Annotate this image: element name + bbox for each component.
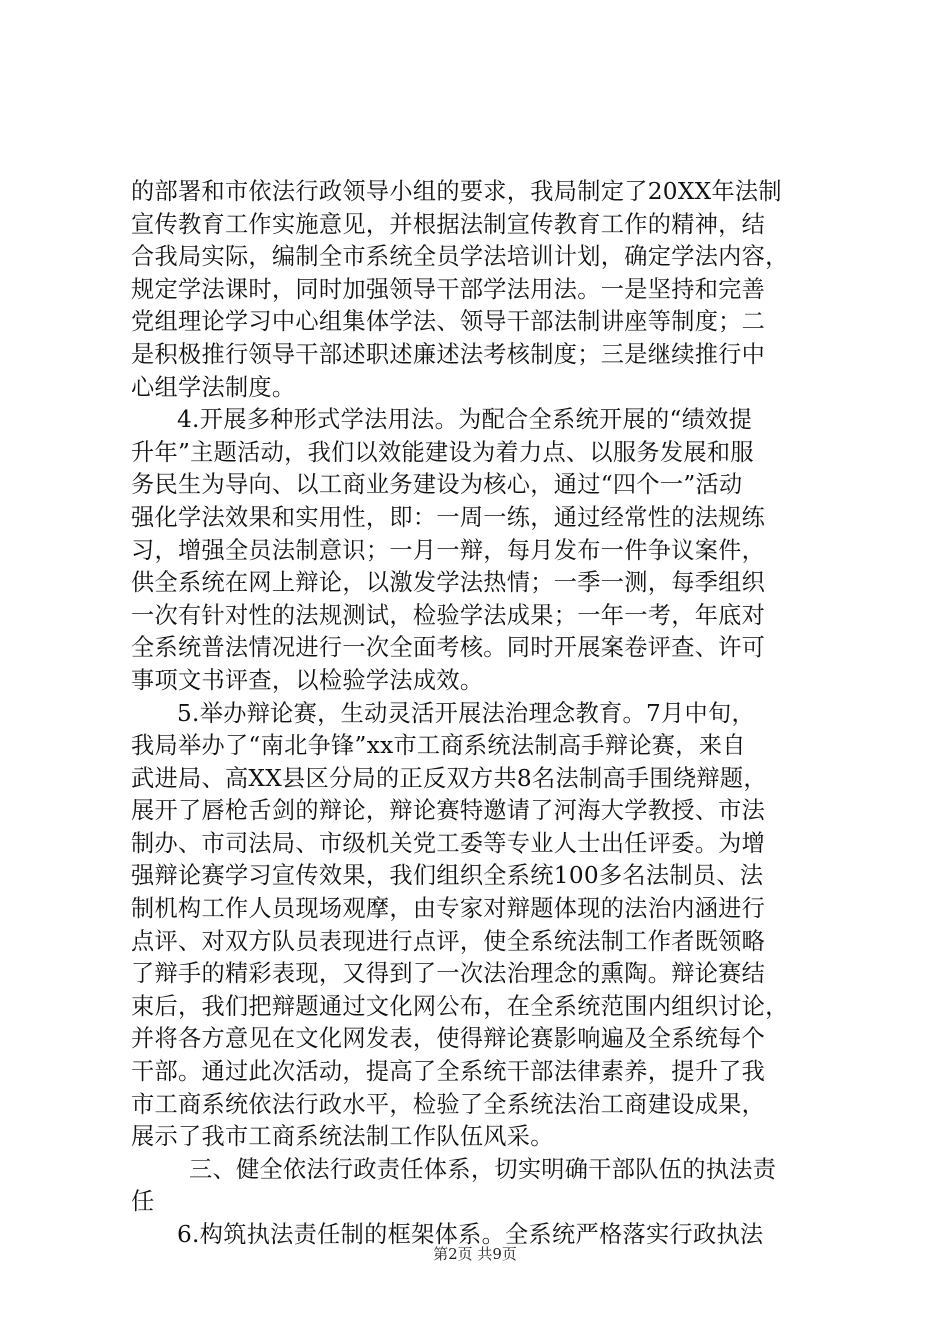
text-line: 强化学法效果和实用性，即：一周一练，通过经常性的法规练 xyxy=(131,503,766,531)
text-line: 宣传教育工作实施意见，并根据法制宣传教育工作的精神，结 xyxy=(131,210,766,238)
text-line: 全系统普法情况进行一次全面考核。同时开展案卷评查、许可 xyxy=(131,634,766,662)
paragraph-start-line: 5.举办辩论赛，生动灵活开展法治理念教育。7月中旬， xyxy=(177,699,755,727)
text-line: 干部。通过此次活动，提高了全系统干部法律素养，提升了我 xyxy=(131,1058,766,1086)
text-line: 了辩手的精彩表现，又得到了一次法治理念的熏陶。辩论赛结 xyxy=(131,960,766,988)
text-line: 制机构工作人员现场观摩，由专家对辩题体现的法治内涵进行 xyxy=(131,895,766,923)
text-line: 强辩论赛学习宣传效果，我们组织全系统100多名法制员、法 xyxy=(131,862,764,890)
text-line: 的部署和市依法行政领导小组的要求，我局制定了20XX年法制 xyxy=(131,178,782,205)
section-heading-line: 任 xyxy=(131,1188,155,1216)
text-line: 市工商系统依法行政水平，检验了全系统法治工商建设成果， xyxy=(131,1090,766,1118)
text-line: 展示了我市工商系统法制工作队伍风采。 xyxy=(131,1123,554,1151)
text-line: 展开了唇枪舌剑的辩论，辩论赛特邀请了河海大学教授、市法 xyxy=(131,797,766,825)
paragraph-start-line: 6.构筑执法责任制的框架体系。全系统严格落实行政执法 xyxy=(177,1221,764,1248)
text-line: 束后，我们把辩题通过文化网公布，在全系统范围内组织讨论， xyxy=(131,992,789,1020)
section-heading-line: 三、健全依法行政责任体系，切实明确干部队伍的执法责 xyxy=(189,1155,777,1183)
text-line: 事项文书评查，以检验学法成效。 xyxy=(131,666,484,694)
text-line: 我局举办了“南北争锋”xx市工商系统法制高手辩论赛，来自 xyxy=(131,732,746,760)
text-line: 一次有针对性的法规测试，检验学法成果；一年一考，年底对 xyxy=(131,601,766,629)
text-line: 党组理论学习中心组集体学法、领导干部法制讲座等制度；二 xyxy=(131,308,766,336)
text-line: 务民生为导向、以工商业务建设为核心，通过“四个一”活动 xyxy=(131,471,743,499)
text-line: 心组学法制度。 xyxy=(131,373,296,401)
text-line: 点评、对双方队员表现进行点评，使全系统法制工作者既领略 xyxy=(131,927,766,955)
text-line: 合我局实际，编制全市系统全员学法培训计划，确定学法内容， xyxy=(131,243,789,271)
text-line: 供全系统在网上辩论，以激发学法热情；一季一测，每季组织 xyxy=(131,569,766,597)
text-line: 并将各方意见在文化网发表，使得辩论赛影响遍及全系统每个 xyxy=(131,1025,766,1053)
text-line: 习，增强全员法制意识；一月一辩，每月发布一件争议案件， xyxy=(131,536,766,564)
document-body xyxy=(131,176,831,1252)
text-line: 规定学法课时，同时加强领导干部学法用法。一是坚持和完善 xyxy=(131,275,766,303)
text-line: 升年”主题活动，我们以效能建设为着力点、以服务发展和服 xyxy=(131,438,754,466)
paragraph-start-line: 4.开展多种形式学法用法。为配合全系统开展的“绩效提 xyxy=(177,406,753,434)
text-line: 是积极推行领导干部述职述廉述法考核制度；三是继续推行中 xyxy=(131,340,766,368)
page-footer: 第2页 共9页 xyxy=(433,1245,517,1263)
text-line: 武进局、高XX县区分局的正反双方共8名法制高手围绕辩题， xyxy=(131,764,767,792)
text-line: 制办、市司法局、市级机关党工委等专业人士出任评委。为增 xyxy=(131,829,766,857)
